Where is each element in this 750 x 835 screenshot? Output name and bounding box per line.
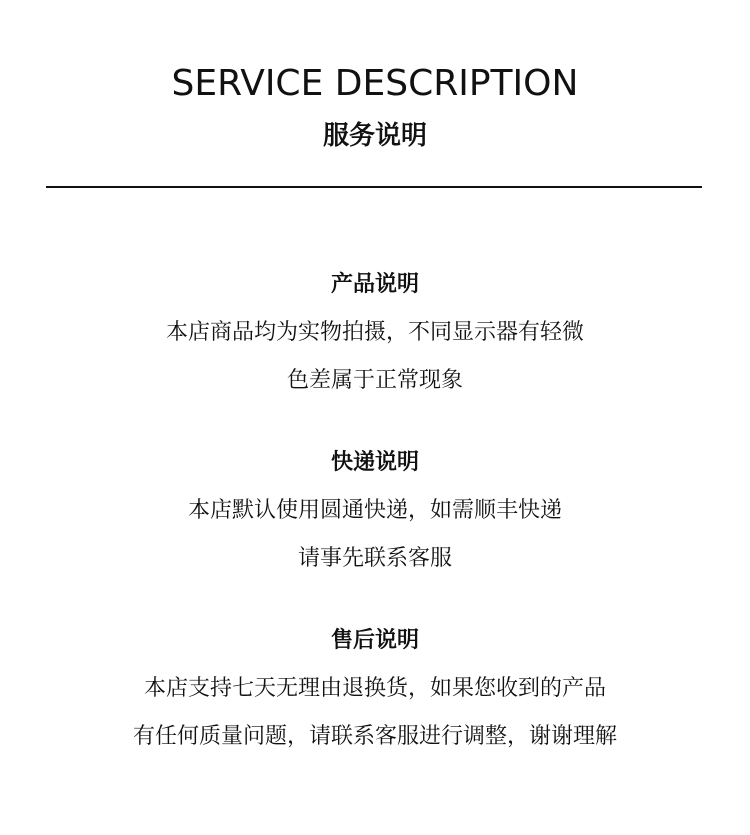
- header-divider: [46, 186, 702, 188]
- page-title-english: SERVICE DESCRIPTION: [171, 63, 579, 104]
- section-text-line: 色差属于正常现象: [286, 368, 463, 393]
- section-text-line: 有任何质量问题，请联系客服进行调整，谢谢理解: [132, 724, 617, 749]
- section-title: 快递说明: [330, 450, 419, 475]
- section-title: 售后说明: [330, 628, 419, 653]
- section-title: 产品说明: [330, 272, 419, 297]
- section-text-line: 本店支持七天无理由退换货，如果您收到的产品: [143, 676, 606, 701]
- section-product-description: [0, 270, 750, 396]
- section-text-line: 本店商品均为实物拍摄，不同显示器有轻微: [165, 320, 584, 345]
- page-title-chinese: 服务说明: [322, 121, 427, 151]
- section-text-line: 本店默认使用圆通快递，如需顺丰快递: [187, 498, 562, 523]
- section-text-line: 请事先联系客服: [297, 546, 452, 571]
- section-delivery-description: [0, 448, 750, 574]
- section-after-sales-description: [0, 626, 750, 752]
